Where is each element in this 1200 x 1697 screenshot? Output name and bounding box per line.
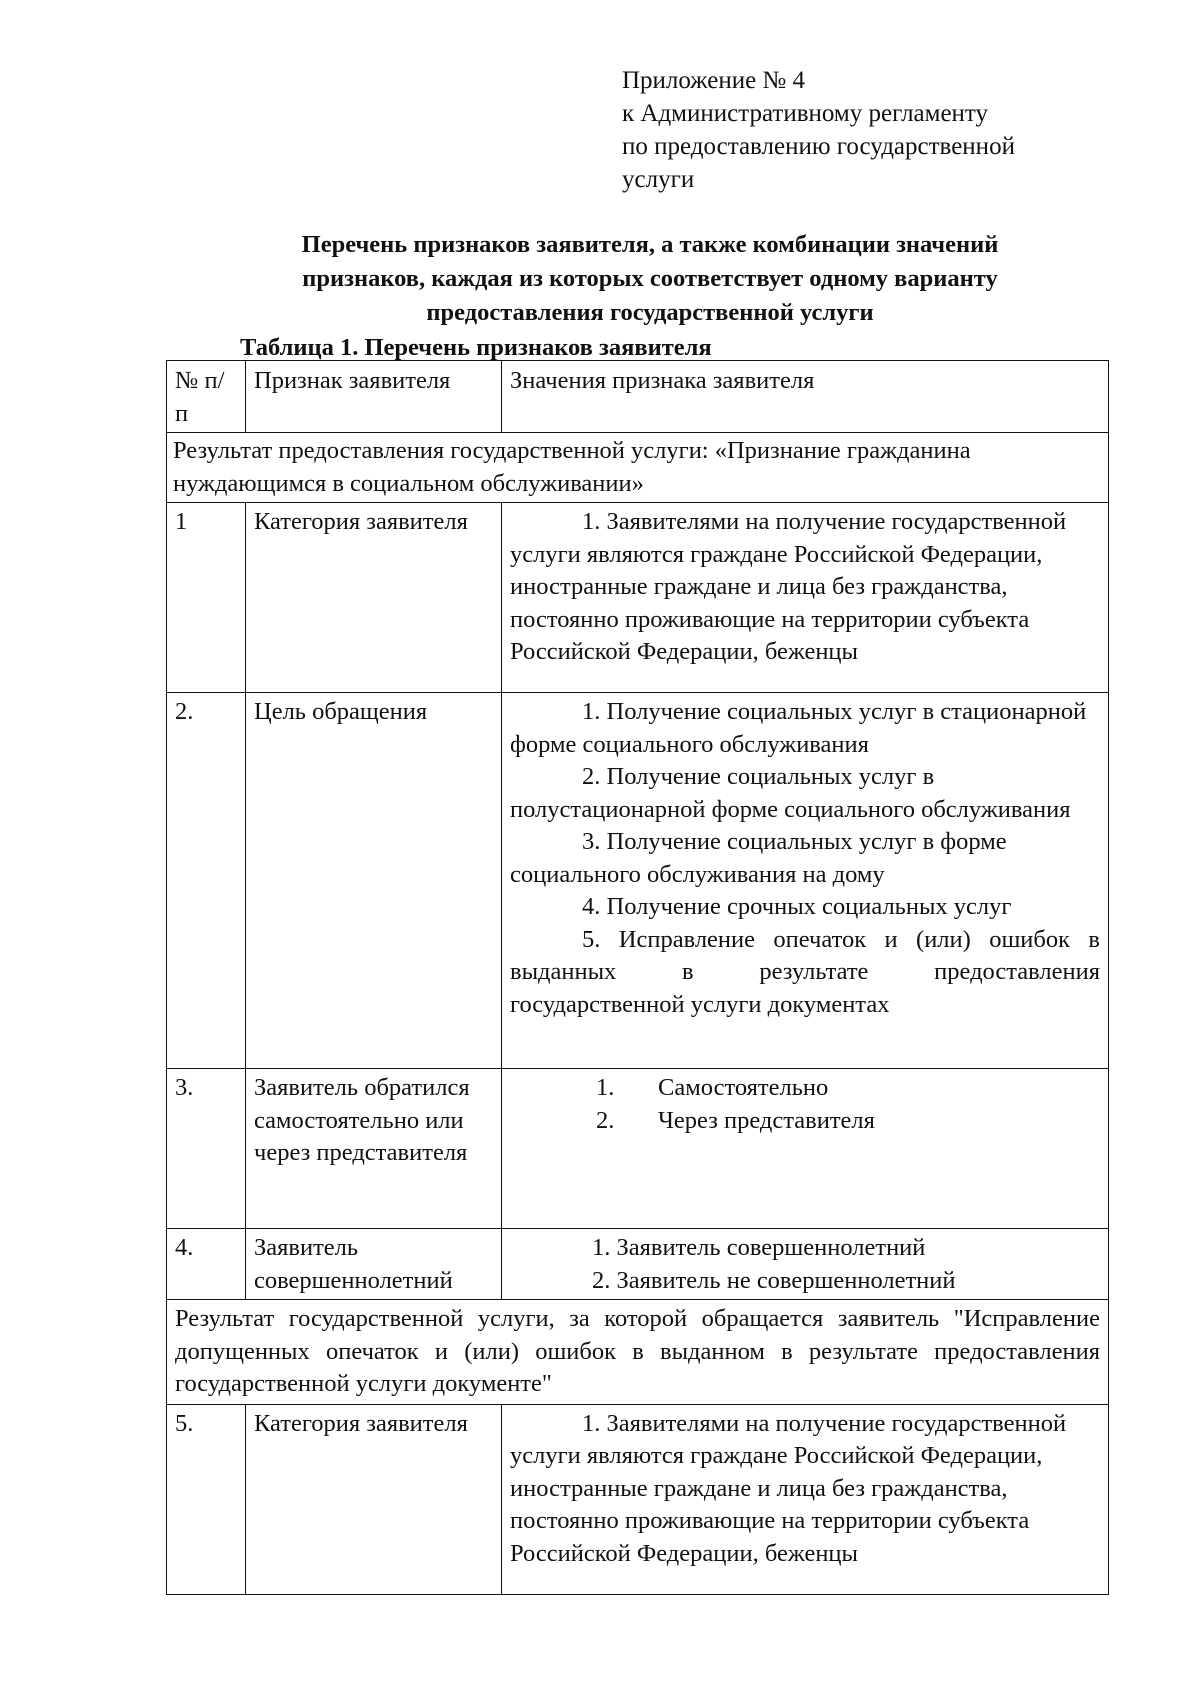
annex-line: услуги <box>622 166 695 193</box>
annex-line: к Административному регламенту <box>622 100 989 127</box>
annex-line: Приложение № 4 <box>622 67 806 94</box>
row-feature: Категория заявителя <box>246 1404 502 1594</box>
row-values <box>502 503 1109 693</box>
value-item: 1. Заявителями на получение государственной услуги являются граждане Российской Федерации, иностранные граждане и лица без гражданства, постоянно проживающие на территории субъекта Российской Федерации, беженцы <box>510 508 1067 665</box>
title-line: Перечень признаков заявителя, а также комбинации значений <box>301 231 999 258</box>
row-values <box>502 1069 1109 1229</box>
row-feature: Заявитель совершеннолетний <box>246 1229 502 1300</box>
table-row <box>167 1069 1109 1229</box>
row-values <box>502 1229 1109 1300</box>
section-title: Результат предоставления государственной услуги: «Признание гражданина нуждающимся в социальном обслуживании» <box>167 433 1109 503</box>
annex-line: по предоставлению государственной <box>622 133 1015 160</box>
table-row <box>167 1404 1109 1594</box>
value-item: 5. Исправление опечаток и (или) ошибок в выданных в результате предоставления государственной услуги документах <box>510 925 1100 1018</box>
section-title: Результат государственной услуги, за которой обращается заявитель "Исправление допущенных опечаток и (или) ошибок в выданном в результате предоставления государственной услуги документе" <box>167 1300 1109 1405</box>
applicant-features-table <box>166 360 1109 1595</box>
table-row <box>167 503 1109 693</box>
row-feature: Категория заявителя <box>246 503 502 693</box>
row-num: 3. <box>167 1069 246 1229</box>
row-num: 5. <box>167 1404 246 1594</box>
table-header-row <box>167 361 1109 433</box>
row-feature: Заявитель обратился самостоятельно или через представителя <box>246 1069 502 1229</box>
value-item: 1. Получение социальных услуг в стационарной форме социального обслуживания <box>510 698 1087 758</box>
table-caption: Таблица 1. Перечень признаков заявителя <box>240 334 712 361</box>
value-item: 2. Получение социальных услуг в полустационарной форме социального обслуживания <box>510 763 1071 823</box>
header-feature: Признак заявителя <box>246 361 502 433</box>
title-line: признаков, каждая из которых соответствует одному варианту <box>302 265 998 292</box>
section-row <box>167 1300 1109 1405</box>
table-row <box>167 693 1109 1069</box>
value-item: 1. Заявитель совершеннолетний <box>592 1234 926 1261</box>
annex-note <box>622 64 1015 196</box>
value-item: 1. Заявителями на получение государственной услуги являются граждане Российской Федерации, иностранные граждане и лица без гражданства, постоянно проживающие на территории субъекта Российской Федерации, беженцы <box>510 1409 1067 1567</box>
row-values <box>502 1404 1109 1594</box>
row-feature: Цель обращения <box>246 693 502 1069</box>
value-item: 4. Получение срочных социальных услуг <box>582 893 1012 920</box>
header-num: № п/п <box>167 361 246 433</box>
document-title <box>200 228 1100 330</box>
row-num: 2. <box>167 693 246 1069</box>
row-num: 1 <box>167 503 246 693</box>
title-line: предоставления государственной услуги <box>426 299 874 326</box>
row-values <box>502 693 1109 1069</box>
header-values: Значения признака заявителя <box>502 361 1109 433</box>
section-row <box>167 433 1109 503</box>
value-item: 2. Заявитель не совершеннолетний <box>592 1266 956 1294</box>
table-row <box>167 1229 1109 1300</box>
row-num: 4. <box>167 1229 246 1300</box>
value-item: 2. Через представителя <box>596 1106 875 1134</box>
value-item: 1. Самостоятельно <box>596 1074 829 1101</box>
value-item: 3. Получение социальных услуг в форме социального обслуживания на дому <box>510 828 1007 888</box>
